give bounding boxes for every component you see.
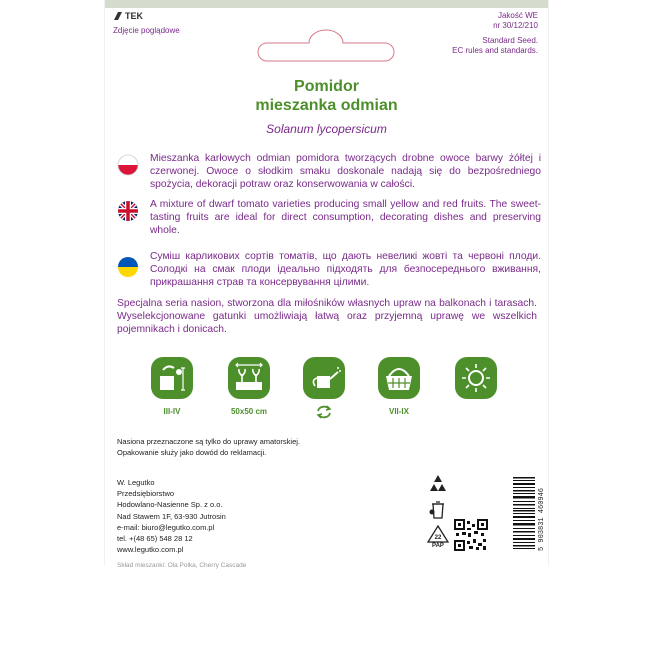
description-ua-text: Суміш карликових сортів томатів, що дають невеликі жовті та червоні плоди. Солодкі на смак плоди ідеально підходять для безпосереднього вживання, прикрашання страв та консервування цілими.: [150, 251, 541, 288]
hang-hole-icon: [257, 27, 395, 65]
tek-logo-icon: [113, 11, 123, 21]
refresh-arrows-icon: [315, 405, 333, 419]
full-sun-icon: [454, 356, 498, 400]
address-line-4: Nad Stawem 1F, 63-930 Jutrosin: [117, 511, 226, 521]
amateur-use-note: [117, 436, 300, 458]
producer-address: [117, 477, 226, 555]
address-line-1: W. Legutko: [117, 478, 155, 487]
description-en: [117, 198, 541, 237]
address-line-7: www.legutko.com.pl: [117, 545, 184, 555]
latin-name: Solanum lycopersicum: [266, 122, 387, 136]
plant-spacing-icon: [227, 356, 271, 400]
paper-recycle-triangle-icon: [427, 525, 449, 543]
photo-note: Zdjęcie poglądowe: [113, 26, 180, 35]
note-line-1: Nasiona przeznaczone są tylko do uprawy amatorskiej.: [117, 437, 301, 446]
seed-packet: [104, 0, 549, 569]
description-ua: [117, 250, 541, 289]
address-line-3: Hodowlano-Nasienne Sp. z o.o.: [117, 500, 223, 510]
recycle-material: PAP: [432, 543, 444, 549]
quality-line-3: Standard Seed.: [482, 36, 538, 45]
recycle-code: 22: [434, 535, 442, 541]
recycling-symbols: [427, 473, 449, 549]
watering-can-icon: [302, 356, 346, 400]
barcode-number: 5 903831 460946: [538, 487, 546, 551]
description-en-text: A mixture of dwarf tomato varieties producing small yellow and red fruits. The sweet-tasting fruits are ideal for direct consumption, decorating dishes and preserving whole.: [150, 199, 541, 236]
product-title-line1: Pomidor: [294, 78, 359, 95]
harvest-months-label: VII-IX: [388, 407, 409, 416]
special-series-text: Specjalna seria nasion, stworzona dla miłośników własnych upraw na balkonach i tarasach. Wyselekcjonowane gatunki umożliwiają łatwą oraz przyjemną uprawę we wszelkich pojemnikach i donicach.: [117, 298, 537, 335]
qr-code-icon: [454, 519, 488, 551]
quality-line-1: Jakość WE: [497, 11, 538, 20]
note-line-2: Opakowanie służy jako dowód do reklamacji.: [117, 448, 267, 457]
quality-line-2: nr 30/12/210: [493, 21, 538, 30]
address-line-5: e-mail: biuro@legutko.com.pl: [117, 522, 215, 532]
barcode: [513, 475, 546, 556]
harvest-basket-icon: [377, 356, 421, 400]
plant-spacing-label: 50x50 cm: [230, 407, 268, 416]
sowing-months-label: III-IV: [163, 407, 181, 416]
sowing-depth-label: 0,5 cm: [142, 389, 154, 397]
quality-line-4: EC rules and standards.: [452, 46, 538, 55]
top-photo-strip: [105, 0, 548, 8]
variety-composition: Skład mieszanki: Ola Polka, Cherry Cascade: [117, 562, 247, 569]
uk-flag-icon: [117, 200, 139, 222]
recycle-icon: [427, 473, 449, 495]
description-pl: [117, 152, 541, 191]
bin-disposal-icon: [427, 498, 449, 522]
brand-logo: [113, 11, 143, 21]
sowing-icon: [150, 356, 194, 400]
address-line-2: Przedsiębiorstwo: [117, 489, 175, 499]
description-pl-text: Mieszanka karłowych odmian pomidora tworzących drobne owoce barwy żółtej i czerwonej. Owoce o słodkim smaku doskonale nadają się do bezpośredniego spożycia, dekoracji potraw oraz konserwowania w całości.: [150, 153, 541, 190]
address-line-6: tel. +(48 65) 548 28 12: [117, 534, 193, 544]
product-title-line2: mieszanka odmian: [255, 97, 398, 114]
ukraine-flag-icon: [117, 256, 139, 278]
quality-info: [452, 11, 538, 56]
poland-flag-icon: [117, 154, 139, 176]
brand-name: TEK: [125, 11, 143, 21]
